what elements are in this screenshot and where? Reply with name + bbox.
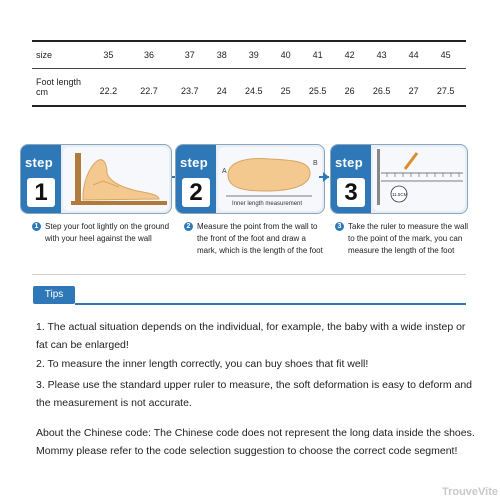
step-2-card [175,144,325,214]
foot-length-cell: 26 [338,69,361,107]
insole-measure-icon [218,147,322,211]
inner-length-label: Inner length measurement [232,201,303,207]
foot-length-cell: 25.5 [297,69,338,107]
point-b-label: B [313,160,318,167]
foot-length-cell: 24 [210,69,233,107]
size-chart-table [32,40,466,107]
step-1-number: 1 [34,179,48,206]
step-1-caption [32,221,172,245]
tip-item: 3. Please use the standard upper ruler to measure, the soft deformation is easy to deform and the measurement is not accurate. [36,379,472,409]
size-cell: 45 [425,41,466,69]
step-3-badge [331,145,371,213]
size-cell: 36 [129,41,170,69]
foot-length-cell: 26.5 [361,69,402,107]
size-cell: 37 [169,41,210,69]
size-cell: 44 [402,41,425,69]
size-cell: 35 [88,41,129,69]
chinese-code-note: About the Chinese code: The Chinese code does not represent the long data inside the shoes. Mommy please refer to the code selection suggestion to choose the correct code segment! [36,427,475,457]
step-2-word: step [180,155,208,170]
foot-against-wall-icon [63,147,169,211]
step-1-illustration [63,147,169,211]
foot-length-cell: 22.7 [129,69,170,107]
point-a-label: A [222,168,227,175]
step-2-caption-badge: 2 [184,222,193,231]
step-2-illustration [218,147,322,211]
foot-length-label: Foot length [36,77,82,87]
foot-length-row [32,69,466,107]
step-3-number: 3 [344,179,358,206]
foot-length-cell: 27 [402,69,425,107]
foot-length-cell: 24.5 [233,69,274,107]
step-3-card [330,144,468,214]
step-2-number-box [182,178,210,207]
size-cell: 41 [297,41,338,69]
foot-length-cell: 27.5 [425,69,466,107]
size-cell: 40 [274,41,297,69]
step-3-number-box [337,178,365,207]
foot-length-cell: 25 [274,69,297,107]
step-1-caption-badge: 1 [32,222,41,231]
tips-underline [75,303,466,305]
size-row [32,41,466,69]
step-1-card [20,144,172,214]
step-arrow-head-2 [323,172,329,182]
tips-heading: Tips [33,286,75,304]
step-1-caption-text: Step your foot lightly on the ground with your heel against the wall [45,222,170,243]
step-2-badge [176,145,216,213]
step-3-caption [335,221,469,257]
step-2-number: 2 [189,179,203,206]
foot-length-unit: cm [36,87,48,97]
size-cell: 42 [338,41,361,69]
tip-item: 2. To measure the inner length correctly, you can buy shoes that fit well! [36,358,369,370]
step-2-caption [184,221,324,257]
size-header: size [32,41,88,69]
measure-value-label: 11.5CM [392,192,408,197]
step-3-caption-text: Take the ruler to measure the wall to the point of the mark, you can measure the length of the foot [348,222,469,255]
section-divider [32,274,466,275]
size-cell: 38 [210,41,233,69]
step-2-caption-text: Measure the point from the wall to the front of the foot and draw a mark, which is the length of the foot [197,222,323,255]
step-1-badge [21,145,61,213]
tip-item: 1. The actual situation depends on the individual, for example, the baby with a wide instep or fat can be enlarged! [36,321,466,351]
step-3-caption-badge: 3 [335,222,344,231]
step-3-word: step [335,155,363,170]
step-1-number-box [27,178,55,207]
foot-length-header [32,69,88,107]
size-cell: 39 [233,41,274,69]
size-cell: 43 [361,41,402,69]
step-1-word: step [25,155,53,170]
watermark: TrouveVite [441,486,498,498]
ruler-measure-icon [373,147,465,211]
foot-length-cell: 22.2 [88,69,129,107]
step-3-illustration [373,147,465,211]
foot-length-cell: 23.7 [169,69,210,107]
